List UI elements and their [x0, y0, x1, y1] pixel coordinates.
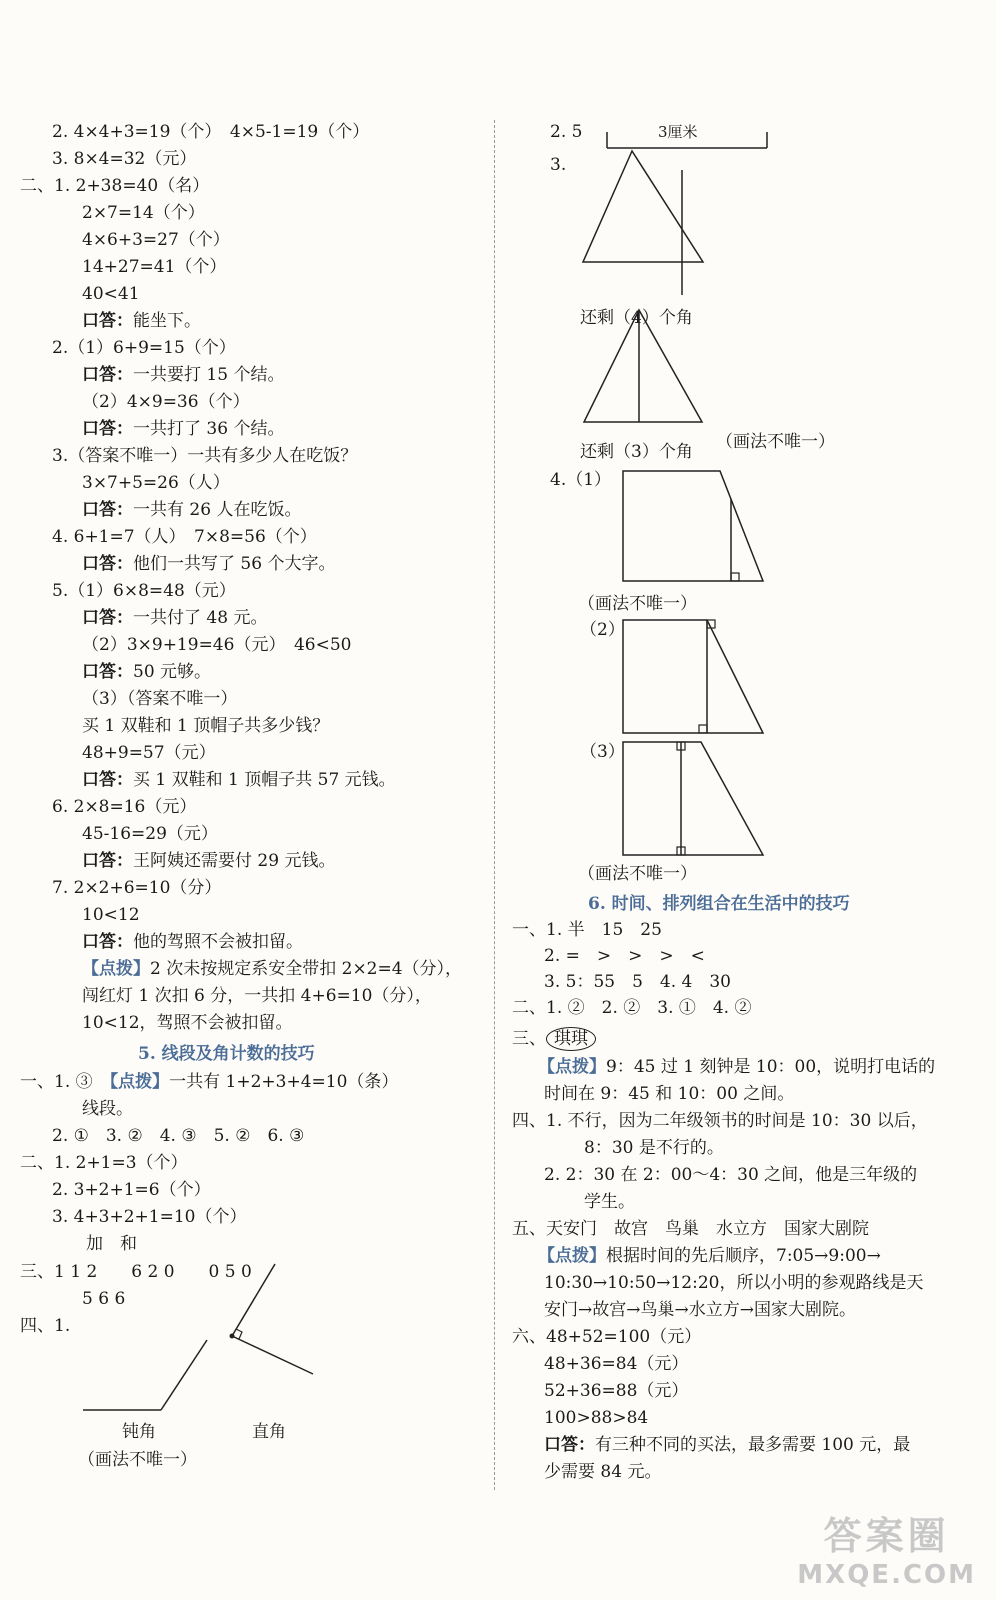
answer-line: 一、1. ③ 【点拨】一共有 1+2+3+4=10（条）: [20, 1072, 399, 1092]
watermark-line2: MXQE.COM: [797, 1560, 976, 1590]
oral-answer: 口答：王阿姨还需要付 29 元钱。: [82, 851, 336, 871]
note: （画法不唯一）: [578, 864, 697, 884]
note: （画法不唯一）: [578, 594, 697, 614]
oral-answer: 口答：一共要打 15 个结。: [82, 365, 285, 385]
answer-line: 2×7=14（个）: [82, 203, 205, 223]
hint-line: 【点拨】根据时间的先后顺序，7:05→9:00→: [538, 1246, 881, 1266]
answer-line: 4×6+3=27（个）: [82, 230, 230, 250]
angle-figure: [75, 1260, 335, 1420]
watermark-line1: 答案圈: [823, 1514, 950, 1558]
answer-line: 40<41: [82, 284, 140, 304]
answer-line: （2）4×9=36（个）: [82, 392, 250, 412]
hint-line: 10:30→10:50→12:20，所以小明的参观路线是天: [544, 1273, 924, 1293]
triangle-cut-1-icon: [575, 145, 715, 300]
answer-line: 还剩（3）个角: [580, 442, 693, 462]
answer-line: 2. 5: [550, 122, 583, 142]
answer-line: 4.（1）: [550, 470, 612, 490]
triangle-cut-2-icon: [575, 305, 715, 425]
note: （画法不唯一）: [78, 1450, 197, 1470]
answer-line: 48+9=57（元）: [82, 743, 216, 763]
hint-line: 【点拨】9：45 过 1 刻钟是 10：00，说明打电话的: [538, 1057, 936, 1077]
oral-answer: 口答：一共打了 36 个结。: [82, 419, 285, 439]
answer-line: 3.（答案不唯一）一共有多少人在吃饭？: [52, 446, 358, 466]
answer-line: 2. 3+2+1=6（个）: [52, 1180, 211, 1200]
answer-line: 2. 2：30 在 2：00～4：30 之间，他是三年级的: [544, 1165, 918, 1185]
answer-line: 8：30 是不行的。: [584, 1138, 724, 1158]
oral-answer: 口答：他的驾照不会被扣留。: [82, 932, 303, 952]
hint-line: 时间在 9：45 和 10：00 之间。: [544, 1084, 795, 1104]
answer-line: 2. 4×4+3=19（个） 4×5-1=19（个）: [52, 122, 370, 142]
trapezoid-2-icon: [615, 612, 775, 742]
hint-line: 【点拨】2 次未按规定系安全带扣 2×2=4（分），: [82, 959, 463, 979]
obtuse-label: 钝角: [122, 1422, 156, 1442]
trapezoid-3-icon: [615, 734, 775, 862]
hint-line: 10<12，驾照不会被扣留。: [82, 1013, 293, 1033]
answer-line: 还剩（4）个角: [580, 308, 693, 328]
answer-line: 4. 6+1=7（人） 7×8=56（个）: [52, 527, 317, 547]
answer-line: 三、1 1 2 6 2 0 0 5 0: [20, 1262, 252, 1282]
answer-line: 45-16=29（元）: [82, 824, 218, 844]
answer-line: 买 1 双鞋和 1 顶帽子共多少钱？: [82, 716, 330, 736]
oral-answer: 口答：50 元够。: [82, 662, 212, 682]
answer-line: 四、1.: [20, 1316, 71, 1336]
answer-line: （3）（答案不唯一）: [82, 689, 238, 709]
answer-line: 52+36=88（元）: [544, 1381, 689, 1401]
answer-line: 7. 2×2+6=10（分）: [52, 878, 222, 898]
answer-line: 100>88>84: [544, 1408, 649, 1428]
answer-line: 3.: [550, 155, 567, 175]
answer-line: 二、1. ② 2. ② 3. ① 4. ②: [512, 998, 752, 1018]
obtuse-angle-icon: [83, 1340, 207, 1410]
answer-line: （2）: [580, 620, 625, 640]
right-angle-icon: [230, 1264, 314, 1374]
note: （画法不唯一）: [716, 432, 835, 452]
section-title-5: 5. 线段及角计数的技巧: [138, 1044, 315, 1064]
answer-line: 3. 5：55 5 4. 4 30: [544, 972, 731, 992]
answer-line: 四、1. 不行，因为二年级领书的时间是 10：30 以后，: [512, 1111, 928, 1131]
answer-line: 2.（1）6+9=15（个）: [52, 338, 236, 358]
answer-line: 三、 琪琪: [512, 1027, 596, 1051]
answer-line: 线段。: [82, 1099, 133, 1119]
answer-line: （3）: [580, 742, 625, 762]
column-divider: [494, 120, 495, 1490]
answer-line: 加 和: [86, 1234, 137, 1254]
watermark: [797, 1505, 976, 1590]
answer-line: 2. = > > > <: [544, 946, 705, 966]
oral-answer: 口答：能坐下。: [82, 311, 201, 331]
answer-line: 5.（1）6×8=48（元）: [52, 581, 236, 601]
trapezoid-1-icon: [615, 463, 775, 593]
answer-line: 3. 8×4=32（元）: [52, 149, 197, 169]
answer-line: 3. 4+3+2+1=10（个）: [52, 1207, 247, 1227]
answer-line: 2. ① 3. ② 4. ③ 5. ② 6. ③: [52, 1126, 305, 1146]
answer-line: 3×7+5=26（人）: [82, 473, 230, 493]
section-title-6: 6. 时间、排列组合在生活中的技巧: [588, 894, 850, 914]
answer-line: 二、1. 2+38=40（名）: [20, 176, 210, 196]
hint-line: 闯红灯 1 次扣 6 分，一共扣 4+6=10（分），: [82, 986, 432, 1006]
answer-line: 学生。: [584, 1192, 635, 1212]
oral-answer: 少需要 84 元。: [544, 1462, 662, 1482]
answer-line: 5 6 6: [82, 1289, 126, 1309]
oral-answer: 口答：他们一共写了 56 个大字。: [82, 554, 336, 574]
oral-answer: 口答：一共付了 48 元。: [82, 608, 268, 628]
answer-line: 一、1. 半 15 25: [512, 920, 662, 940]
oral-answer: 口答：一共有 26 人在吃饭。: [82, 500, 302, 520]
circled-answer: 琪琪: [546, 1027, 596, 1051]
answer-line: 14+27=41（个）: [82, 257, 227, 277]
answer-line: 6. 2×8=16（元）: [52, 797, 197, 817]
right-angle-label: 直角: [252, 1422, 286, 1442]
oral-answer: 口答：有三种不同的买法，最多需要 100 元，最: [544, 1435, 911, 1455]
answer-line: 48+36=84（元）: [544, 1354, 689, 1374]
answer-line: 10<12: [82, 905, 140, 925]
segment-label: 3厘米: [658, 123, 698, 141]
answer-line: 二、1. 2+1=3（个）: [20, 1153, 188, 1173]
answer-line: 六、48+52=100（元）: [512, 1327, 702, 1347]
answer-line: 五、天安门 故宫 鸟巢 水立方 国家大剧院: [512, 1219, 869, 1239]
answer-line: （2）3×9+19=46（元） 46<50: [82, 635, 352, 655]
hint-line: 安门→故宫→鸟巢→水立方→国家大剧院。: [544, 1300, 856, 1320]
oral-answer: 口答：买 1 双鞋和 1 顶帽子共 57 元钱。: [82, 770, 396, 790]
